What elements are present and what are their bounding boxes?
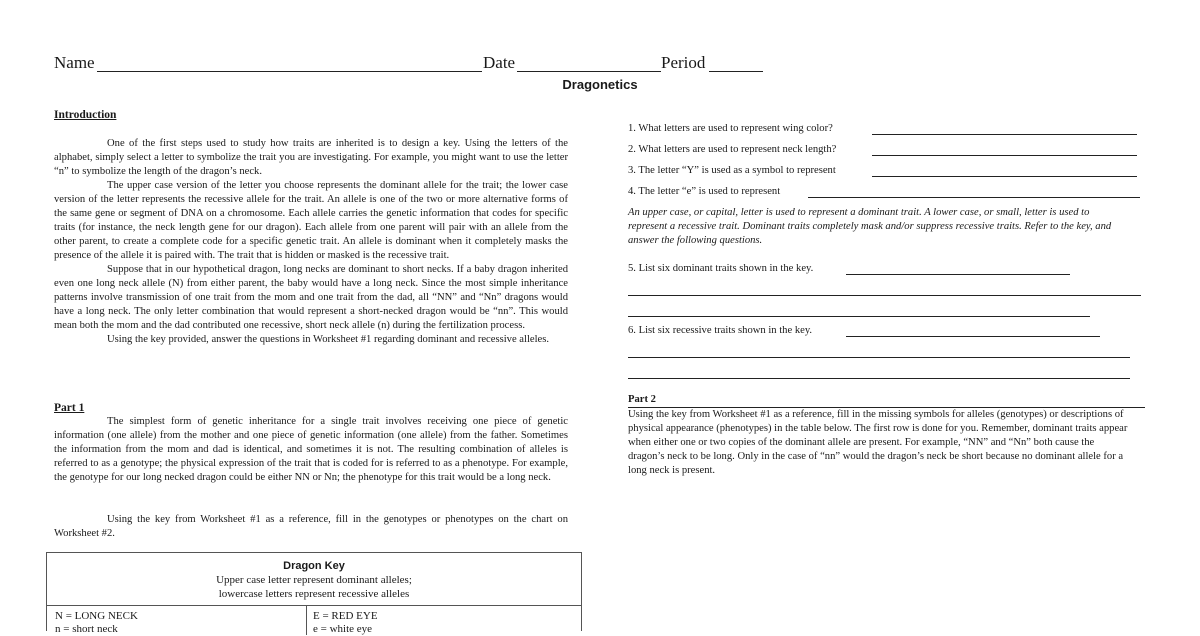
dragon-key-title: Dragon Key	[283, 560, 345, 572]
intro-paragraph: Using the key provided, answer the questions in Worksheet #1 regarding dominant and recessive alleles.	[107, 334, 550, 345]
question-5: 5. List six dominant traits shown in the key.	[628, 263, 814, 274]
part1-paragraph: Using the key from Worksheet #1 as a reference, fill in the genotypes or phenotypes on the chart on Worksheet #2.	[54, 514, 568, 539]
period-field-line[interactable]	[709, 71, 763, 72]
part2-text: Using the key from Worksheet #1 as a reference, fill in the missing symbols for alleles (genotypes) or descriptions of physical appearance (phenotypes) in the table below. The first row is done for you. Remember, dominant traits appear when either one or two copies of the dominant allele are present. For example, “NN” and “Nn” both cause the dragon’s neck to be long. Only in the case of “nn” would the dragon’s neck be short because no dominant allele for a long neck is present.	[628, 409, 1128, 476]
period-label: Period	[661, 53, 706, 72]
key-cell-red-eye: E = RED EYE	[313, 610, 378, 622]
dragon-key-header	[47, 553, 581, 601]
part1-instruction	[54, 513, 568, 541]
question-3: 3. The letter “Y” is used as a symbol to represent	[628, 165, 836, 176]
question-2: 2. What letters are used to represent neck length?	[628, 144, 837, 155]
dragon-key-table	[46, 552, 582, 635]
date-field-line[interactable]	[517, 71, 661, 72]
introduction-text	[54, 137, 568, 347]
key-cell-white-eye: e = white eye	[313, 623, 373, 635]
part1-text	[54, 415, 568, 485]
answer-line-1[interactable]	[872, 134, 1137, 135]
intro-paragraph: One of the first steps used to study how traits are inherited is to design a key. Using the letters of the alphabet, simply select a letter to symbolize the trait you are investigating. For example, you might want to use the letter “n” to symbolize the length of the dragon’s neck.	[54, 138, 568, 177]
answer-line-5b[interactable]	[628, 295, 1141, 296]
name-label: Name	[54, 53, 95, 72]
answer-line-6b[interactable]	[628, 357, 1130, 358]
question-1: 1. What letters are used to represent wing color?	[628, 123, 833, 134]
key-column-divider	[306, 605, 307, 635]
key-divider	[47, 605, 581, 606]
worksheet-note: An upper case, or capital, letter is used to represent a dominant trait. A lower case, or small, letter is used to represent a recessive trait. Dominant traits completely mask and/or suppress recessive traits. Refer to the key, and answer the following questions.	[628, 207, 1112, 246]
part1-heading: Part 1	[54, 402, 85, 414]
dragon-key-line2: lowercase letters represent recessive alleles	[218, 588, 410, 600]
name-field-line[interactable]	[97, 71, 482, 72]
answer-line-2[interactable]	[872, 155, 1137, 156]
key-cell-short-neck: n = short neck	[55, 623, 118, 635]
introduction-heading: Introduction	[54, 109, 117, 121]
page-title: Dragonetics	[562, 77, 638, 92]
intro-paragraph: The upper case version of the letter you choose represents the dominant allele for the trait; the lower case version of the letter represents the recessive allele for the trait. An allele is one of the two or more alternative forms of the same gene or segment of DNA on a chromosome. Each allele carries the genetic information that codes for specific traits (for instance, the neck length gene for our dragon). Each allele from one parent will pair with an allele from the other parent, to create a complete code for a specific genetic trait. An allele is dominant when it completely masks the presence of the allele it is paired with. The trait that is hidden or masked is the recessive trait.	[54, 180, 568, 261]
dragon-key-line1: Upper case letter represent dominant alleles;	[216, 574, 412, 586]
answer-line-5c[interactable]	[628, 316, 1090, 317]
date-label: Date	[483, 53, 516, 72]
answer-line-6c[interactable]	[628, 378, 1130, 379]
answer-line-4[interactable]	[808, 197, 1140, 198]
key-cell-long-neck: N = LONG NECK	[55, 610, 138, 622]
answer-line-3[interactable]	[872, 176, 1137, 177]
answer-line-5a[interactable]	[846, 274, 1070, 275]
question-4: 4. The letter “e” is used to represent	[628, 186, 781, 197]
part1-paragraph: The simplest form of genetic inheritance for a single trait involves receiving one piece of genetic information (one allele) from the mother and one piece of genetic information (one allele) from the father. Sometimes the information from the mom and dad is identical, and sometimes it is not. The resulting combination of alleles is referred to as a genotype; the physical expression of the trait that is coded for is referred to as a phenotype. For example, the genotype for our long necked dragon could be either NN or Nn; the phenotype for this trait would be a long neck.	[54, 416, 568, 483]
answer-line-6a[interactable]	[846, 336, 1100, 337]
part2-heading: Part 2	[628, 394, 656, 405]
question-6: 6. List six recessive traits shown in the key.	[628, 325, 813, 336]
intro-paragraph: Suppose that in our hypothetical dragon, long necks are dominant to short necks. If a baby dragon inherited even one long neck allele (N) from either parent, the baby would have a long neck. Since the most simple inheritance patterns involve transmission of one trait from the mom and one trait from the dad, all “NN” and “Nn” dragons would have a long neck. The only letter combination that would represent a short-necked dragon would be “nn”. This would mean both the mom and the dad contributed one recessive, short neck allele (n) during the fertilization process.	[54, 264, 568, 331]
